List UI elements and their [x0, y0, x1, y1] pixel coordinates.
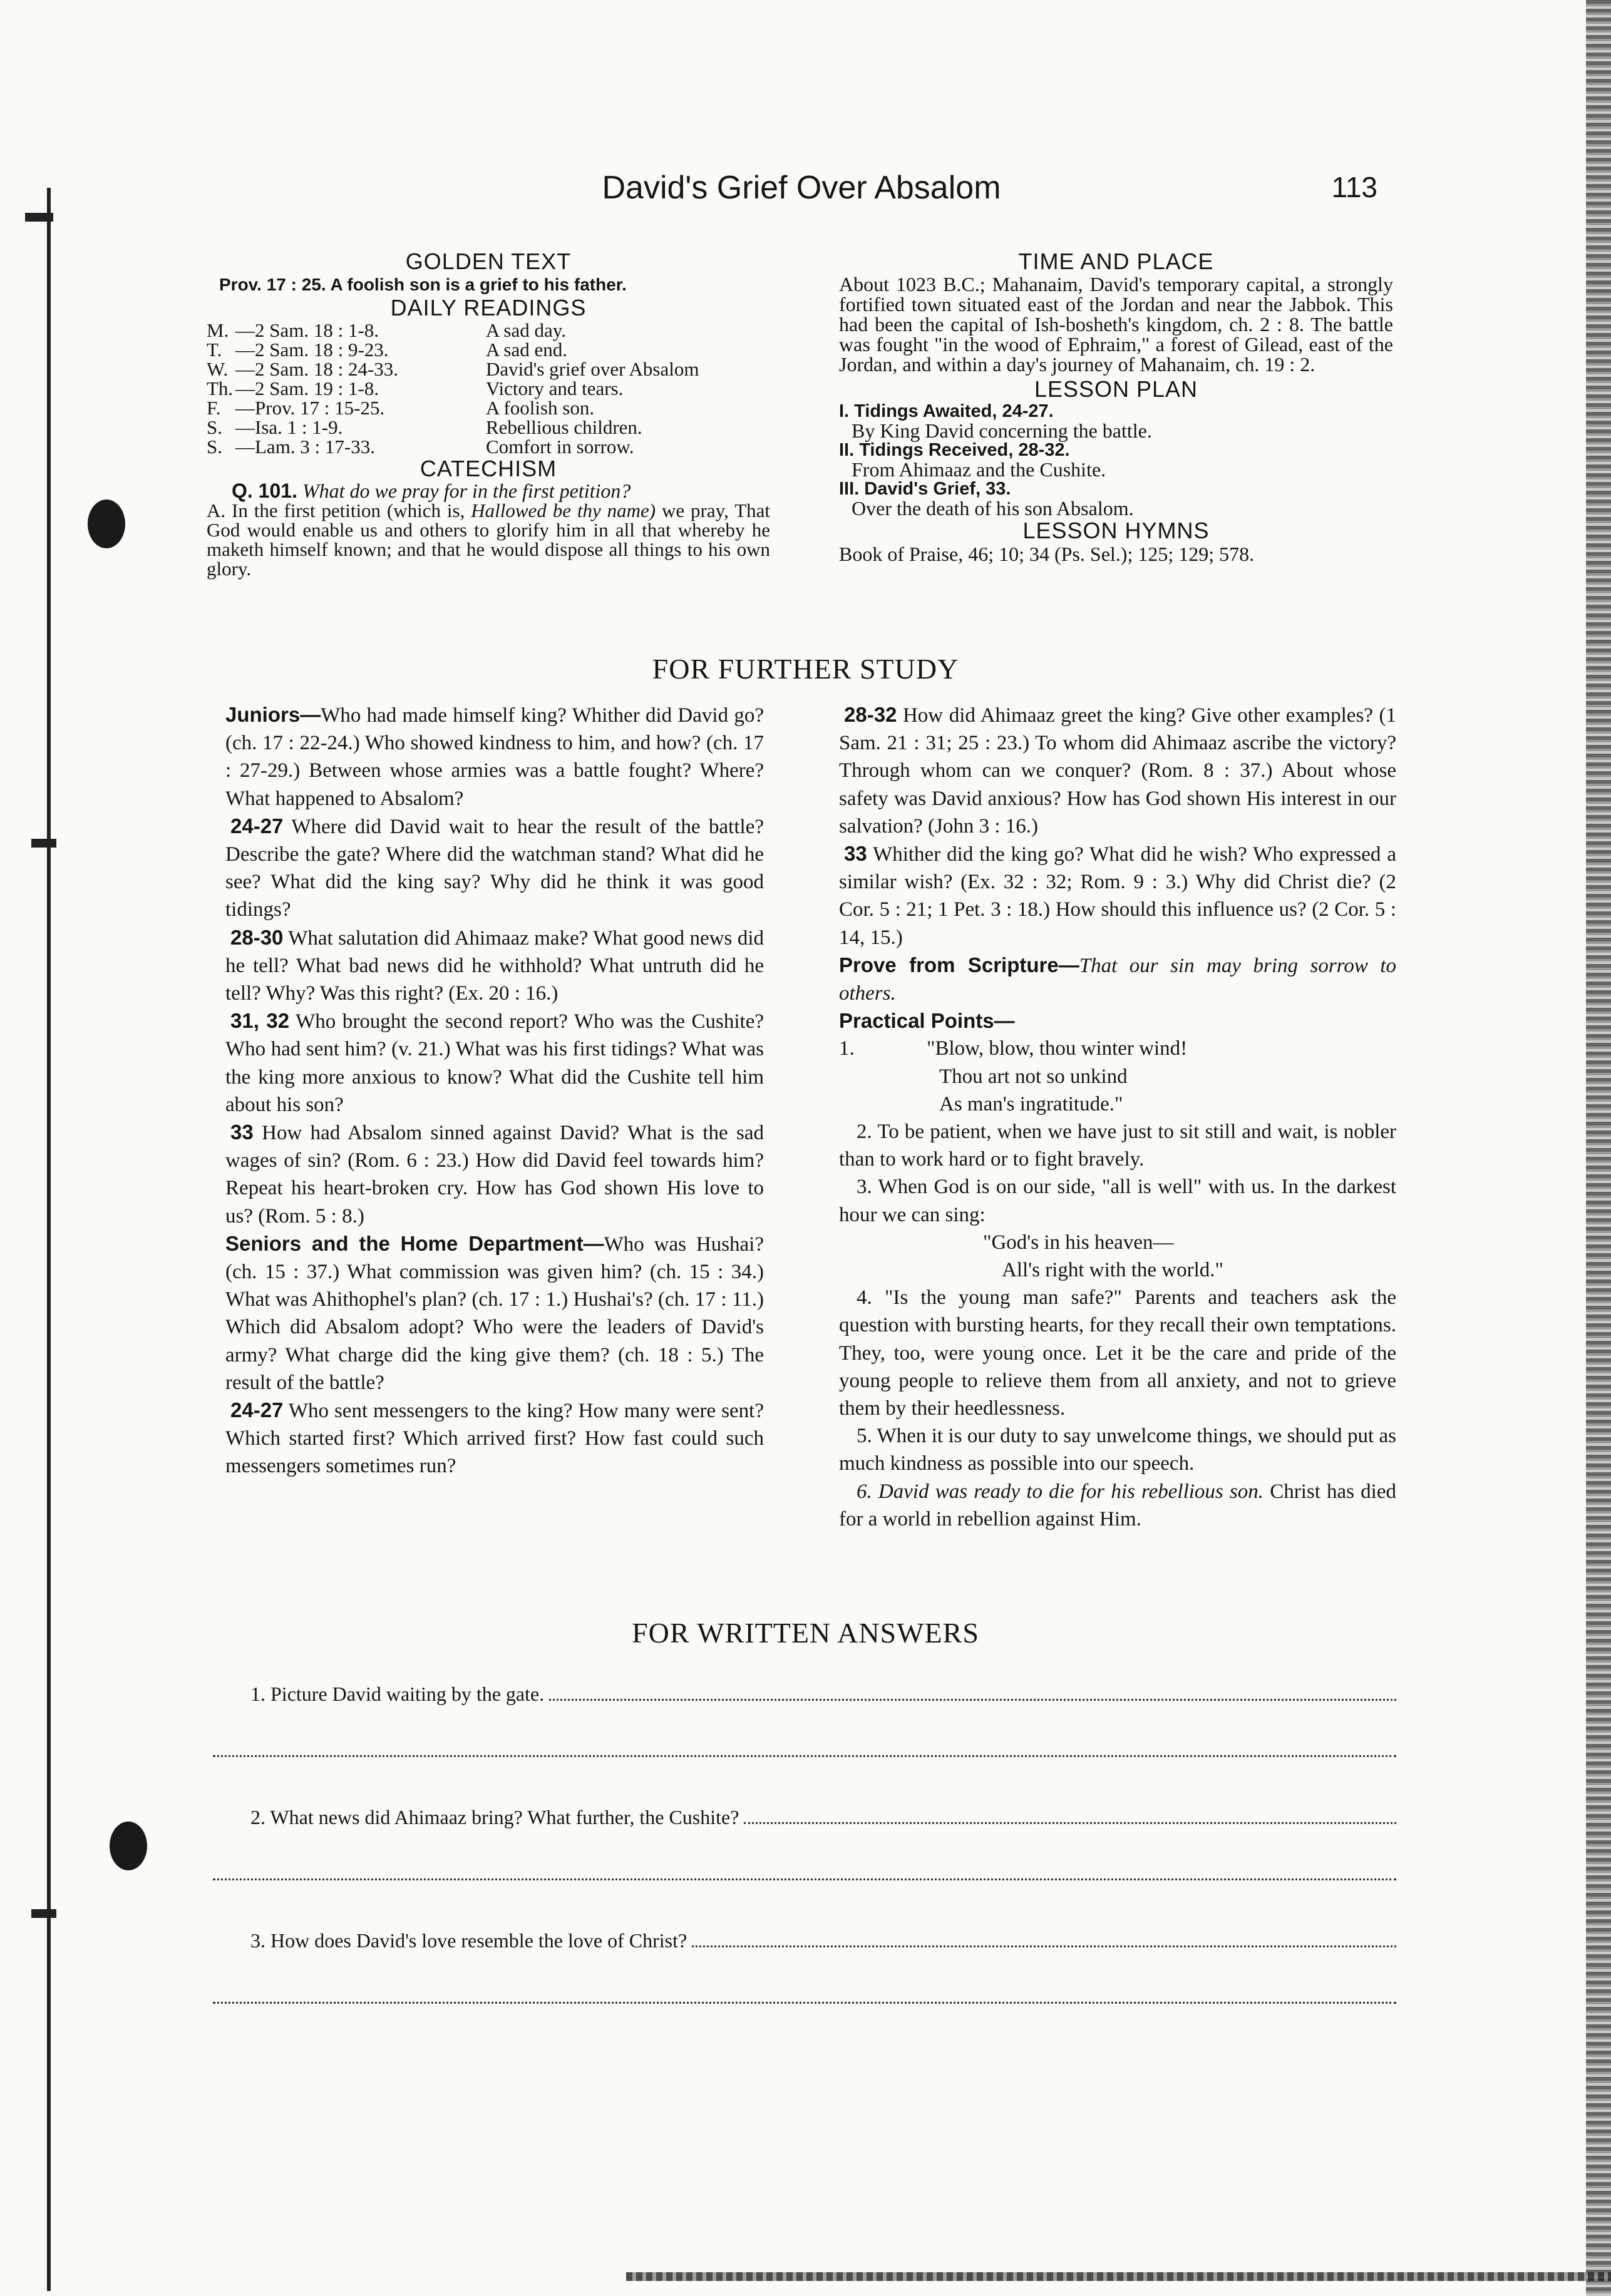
reading-row [207, 398, 770, 418]
answer-field[interactable] [549, 1681, 1396, 1701]
practical-point: 2. To be patient, when we have just to sit still and wait, is nobler than to work hard or to fight bravely. [839, 1120, 1396, 1171]
reading-row [207, 437, 770, 456]
catechism-question-text: What do we pray for in the first petition? [302, 479, 631, 502]
reading-row [207, 340, 770, 359]
prove-from-scripture [839, 951, 1396, 1007]
lesson-plan-desc: By King David concerning the battle. [852, 419, 1152, 442]
daily-readings-table [207, 320, 770, 456]
reading-day: Th. [207, 377, 234, 399]
study-paragraph [225, 924, 764, 1008]
left-info-column [207, 249, 770, 578]
lesson-plan-item [839, 441, 1393, 479]
song-line: All's right with the world." [1002, 1259, 1223, 1282]
page-title: David's Grief Over Absalom [602, 170, 1001, 206]
lesson-hymns-heading: LESSON HYMNS [1022, 518, 1210, 543]
reading-title: Comfort in sorrow. [486, 436, 634, 458]
answer-field[interactable] [213, 1873, 1396, 1880]
paragraph-lead: Prove from Scripture— [839, 953, 1079, 976]
reading-day: S. [207, 436, 222, 458]
golden-text-verse: A foolish son is a grief to his father. [330, 275, 627, 294]
paragraph-lead: 28-30 [230, 925, 284, 949]
song-line: "God's in his heaven— [983, 1231, 1174, 1254]
lesson-plan-item [839, 402, 1393, 441]
lesson-plan-title: I. Tidings Awaited, 24-27. [839, 401, 1054, 421]
question-text: 1. Picture David waiting by the gate. [250, 1683, 545, 1705]
reading-day: W. [207, 358, 229, 380]
paragraph-lead: Seniors and the Home Department— [225, 1231, 604, 1255]
catechism-answer-start: A. In the first petition (which is, [207, 500, 465, 521]
golden-text [207, 274, 770, 295]
reading-title: Victory and tears. [486, 377, 624, 399]
paragraph-lead: 33 [844, 842, 867, 866]
study-paragraph [225, 1397, 764, 1480]
poem-line: Thou art not so unkind [939, 1065, 1128, 1088]
paragraph-text: How had Absalom sinned against David? What is the sad wages of sin? (Rom. 6 : 23.) How did David feel towards him? Repeat his heart-broken cry. How has God shown His love to us? (Rom. 5 : 8.) [225, 1122, 764, 1227]
paragraph-lead: 33 [230, 1120, 254, 1144]
paragraph-lead: 24-27 [230, 814, 284, 838]
reading-row [207, 320, 770, 340]
answer-field[interactable] [744, 1805, 1396, 1824]
paragraph-text: Who brought the second report? Who was the Cushite? Who had sent him? (v. 21.) What was his first tidings? What was the king more anxious to know? What did the Cushite tell him about his son? [225, 1010, 764, 1116]
reading-reference: —2 Sam. 18 : 1-8. [235, 319, 379, 341]
study-paragraph [225, 812, 764, 924]
poem-text: "Blow, blow, thou winter wind! [927, 1037, 1188, 1060]
reading-reference: —Isa. 1 : 1-9. [235, 416, 343, 438]
reading-reference: —Prov. 17 : 15-25. [235, 397, 385, 419]
written-question [213, 1805, 1396, 1830]
lesson-plan-heading: LESSON PLAN [1034, 376, 1198, 402]
paragraph-text: What salutation did Ahimaaz make? What good news did he tell? What bad news did he withhold? What untruth did he tell? Why? Was this right? (Ex. 20 : 16.) [225, 926, 764, 1005]
catechism-question [207, 481, 770, 501]
catechism-answer-rest: we pray, That God would enable us and others to glorify him in all that whereby he maketh himself known; and that he would dispose all things to his own glory. [207, 500, 771, 580]
written-answers [213, 1681, 1396, 2004]
paragraph-lead: 24-27 [230, 1398, 284, 1422]
question-text: 3. How does David's love resemble the love of Christ? [250, 1929, 687, 1952]
paragraph-text: Who sent messengers to the king? How many were sent? Which started first? Which arrived first? How fast could such messengers sometimes run? [225, 1400, 764, 1478]
paragraph-text: That our sin may bring sorrow to others. [839, 954, 1396, 1005]
reading-title: David's grief over Absalom [486, 358, 699, 380]
reading-day: M. [207, 319, 229, 341]
practical-point: 4. "Is the young man safe?" Parents and teachers ask the question with bursting hearts, for they recall their own temptations. They, too, were young once. Let it be the care and pride of the young people to relieve them from all anxiety, and not to grieve them by their heedlessness. [839, 1286, 1396, 1420]
catechism-answer [207, 501, 770, 578]
page-bottom-shadow [626, 2272, 1611, 2281]
written-question [213, 1681, 1396, 1706]
reading-title: Rebellious children. [486, 416, 642, 438]
study-paragraph [225, 701, 764, 812]
reading-reference: —2 Sam. 19 : 1-8. [235, 377, 379, 399]
further-study-heading: FOR FURTHER STUDY [652, 653, 959, 685]
answer-field[interactable] [692, 1928, 1396, 1947]
study-paragraph [839, 701, 1396, 840]
reading-title: A sad day. [486, 319, 566, 341]
time-place-text: About 1023 B.C.; Mahanaim, David's temporary capital, a strongly fortified town situated east of the Jordan and near the Jabbok. This had been the capital of Ish-bosheth's kingdom, ch. 2 : 8. The battle was fought "in the wood of Ephraim," a forest of Gilead, east of the Jordan, and within a day's journey of Mahanaim, ch. 19 : 2. [839, 273, 1393, 376]
reading-row [207, 418, 770, 437]
lesson-plan-desc: From Ahimaaz and the Cushite. [852, 458, 1106, 481]
daily-readings-heading: DAILY READINGS [390, 295, 587, 320]
lesson-plan-title: II. Tidings Received, 28-32. [839, 440, 1070, 460]
reading-reference: —Lam. 3 : 17-33. [235, 436, 375, 458]
practical-point [839, 1478, 1396, 1533]
paragraph-lead: Juniors— [225, 703, 321, 726]
punch-hole-top [88, 500, 125, 548]
lesson-plan-desc: Over the death of his son Absalom. [852, 497, 1134, 520]
study-paragraph [225, 1007, 764, 1119]
point-number: 1. [839, 1037, 855, 1060]
paragraph-text: Where did David wait to hear the result of the battle? Describe the gate? Where did the watchman stand? What did he see? What did the king say? Why did he think it was good tidings? [225, 815, 764, 921]
paragraph-lead: 28-32 [844, 703, 897, 726]
poem-line [839, 1035, 1396, 1062]
reading-row [207, 379, 770, 398]
golden-text-reference: Prov. 17 : 25. [219, 275, 326, 294]
time-place-heading: TIME AND PLACE [1018, 249, 1214, 274]
reading-title: A sad end. [486, 339, 568, 361]
study-paragraph [225, 1119, 764, 1230]
practical-point: 5. When it is our duty to say unwelcome things, we should put as much kindness as possible into our speech. [839, 1425, 1396, 1475]
page-edge-shadow [1586, 0, 1611, 2296]
reading-reference: —2 Sam. 18 : 9-23. [235, 339, 389, 361]
point-text: Christ has died for a world in rebellion against Him. [839, 1480, 1397, 1530]
paragraph-text: Who was Hushai? (ch. 15 : 37.) What commission was given him? (ch. 15 : 34.) What was Ahithophel's plan? (ch. 17 : 1.) Hushai's? (ch. 17 : 11.) Which did Absalom adopt? Who were the leaders of David's army? What charge did the king give them? (ch. 18 : 5.) The result of the battle? [225, 1233, 764, 1394]
further-study-right-column [839, 701, 1396, 1533]
poem-line: As man's ingratitude." [939, 1092, 1123, 1115]
punch-hole-bottom [110, 1822, 147, 1870]
answer-field[interactable] [213, 1997, 1396, 2004]
reading-day: S. [207, 416, 222, 438]
running-header [188, 169, 1403, 219]
reading-title: A foolish son. [486, 397, 595, 419]
golden-text-heading: GOLDEN TEXT [405, 249, 572, 274]
paragraph-text: How did Ahimaaz greet the king? Give other examples? (1 Sam. 21 : 31; 25 : 23.) To whom did Ahimaaz ascribe the victory? Through whom can we conquer? (Rom. 8 : 37.) About whose safety was David anxious? How has God shown His interest in our salvation? (John 3 : 16.) [839, 704, 1396, 838]
question-text: 2. What news did Ahimaaz bring? What further, the Cushite? [250, 1806, 739, 1828]
practical-points-heading: Practical Points— [839, 1009, 1015, 1033]
practical-point: 3. When God is on our side, "all is well" with us. In the darkest hour we can sing: [839, 1176, 1396, 1226]
catechism-answer-quote: Hallowed be thy name) [471, 500, 656, 521]
lesson-plan-item [839, 479, 1393, 518]
reading-day: T. [207, 339, 222, 361]
written-question [213, 1928, 1396, 1953]
paragraph-text: Whither did the king go? What did he wish? Who expressed a similar wish? (Ex. 32 : 32; Rom. 9 : 3.) Why did Christ die? (2 Cor. 5 : 21; 1 Pet. 3 : 18.) How should this influence us? (2 Cor. 5 : 14, 15.) [839, 843, 1396, 949]
paragraph-lead: 31, 32 [230, 1009, 290, 1033]
catechism-heading: CATECHISM [419, 456, 557, 481]
written-answers-heading: FOR WRITTEN ANSWERS [632, 1617, 979, 1649]
answer-field[interactable] [213, 1750, 1396, 1757]
page-number: 113 [1331, 171, 1377, 203]
study-paragraph [839, 840, 1396, 951]
lesson-hymns-text: Book of Praise, 46; 10; 34 (Ps. Sel.); 125; 129; 578. [839, 543, 1255, 565]
lesson-plan-title: III. David's Grief, 33. [839, 479, 1011, 499]
point-text-italic: 6. David was ready to die for his rebellious son. [857, 1480, 1264, 1503]
reading-reference: —2 Sam. 18 : 24-33. [235, 358, 399, 380]
reading-row [207, 359, 770, 379]
catechism-number: Q. 101. [232, 479, 297, 502]
further-study-left-column [225, 701, 764, 1480]
paragraph-text: Who had made himself king? Whither did David go? (ch. 17 : 22-24.) Who showed kindness to him, and how? (ch. 17 : 27-29.) Between whose armies was a battle fought? Where? What happened to Absalom? [225, 704, 764, 810]
binding-edge [0, 0, 75, 2296]
right-info-column [839, 249, 1393, 565]
study-paragraph [225, 1230, 764, 1397]
reading-day: F. [207, 397, 221, 419]
